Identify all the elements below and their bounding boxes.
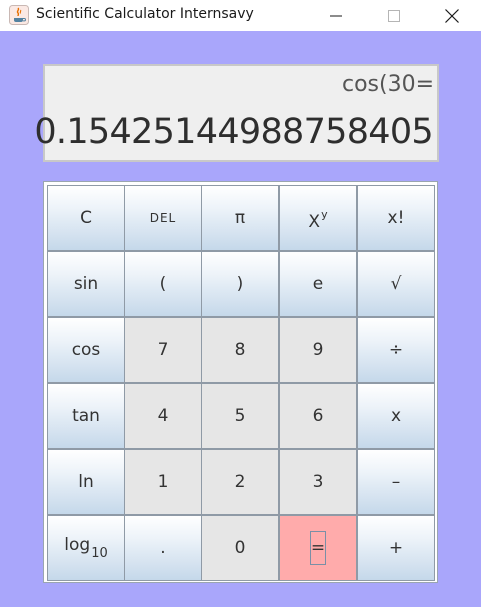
digit-0-label: 0 — [234, 538, 246, 558]
close-paren-label: ) — [236, 274, 244, 294]
digit-6-label: 6 — [312, 406, 324, 426]
log-label: log — [64, 535, 91, 555]
ln-button[interactable] — [47, 449, 125, 515]
delete-label: DEL — [149, 211, 177, 225]
keypad — [43, 181, 438, 583]
digit-9-label: 9 — [312, 340, 324, 360]
digit-2-button[interactable] — [201, 449, 279, 515]
factorial-button[interactable] — [357, 185, 435, 251]
digit-4-button[interactable] — [124, 383, 202, 449]
equals-button[interactable] — [279, 515, 357, 581]
factorial-label: x! — [387, 208, 405, 228]
clear-label: C — [80, 208, 92, 228]
pi-label: π — [234, 208, 246, 228]
clear-button[interactable] — [47, 185, 125, 251]
e-button[interactable] — [279, 251, 357, 317]
decimal-button[interactable] — [124, 515, 202, 581]
digit-0-button[interactable] — [201, 515, 279, 581]
cos-label: cos — [71, 340, 101, 360]
subtract-button[interactable] — [357, 449, 435, 515]
digit-5-button[interactable] — [201, 383, 279, 449]
log-base-label: 10 — [91, 546, 108, 561]
cos-button[interactable] — [47, 317, 125, 383]
open-paren-label: ( — [159, 274, 167, 294]
log10-button[interactable] — [47, 515, 125, 581]
multiply-button[interactable] — [357, 383, 435, 449]
sin-label: sin — [73, 274, 99, 294]
digit-8-button[interactable] — [201, 317, 279, 383]
e-label: e — [312, 274, 324, 294]
multiply-label: x — [390, 406, 402, 426]
window-title: Scientific Calculator Internsavy — [36, 6, 254, 22]
power-exponent-label: y — [321, 208, 328, 221]
digit-1-button[interactable] — [124, 449, 202, 515]
equals-label: = — [310, 538, 326, 558]
sin-button[interactable] — [47, 251, 125, 317]
digit-6-button[interactable] — [279, 383, 357, 449]
decimal-label: . — [160, 538, 166, 558]
ln-label: ln — [78, 472, 94, 492]
calculator-display — [34, 64, 439, 162]
add-button[interactable] — [357, 515, 435, 581]
digit-7-label: 7 — [157, 340, 169, 360]
title-bar[interactable] — [0, 0, 481, 31]
add-label: + — [388, 538, 404, 558]
maximize-button[interactable] — [371, 0, 417, 31]
digit-9-button[interactable] — [279, 317, 357, 383]
maximize-icon — [388, 10, 400, 22]
minimize-button[interactable] — [313, 0, 359, 31]
power-button[interactable] — [279, 185, 357, 251]
digit-7-button[interactable] — [124, 317, 202, 383]
equals-focus-ring — [310, 531, 326, 565]
minimize-icon — [330, 10, 342, 22]
expression-text: cos(30= — [341, 72, 434, 97]
digit-1-label: 1 — [157, 472, 169, 492]
sqrt-label: √ — [390, 274, 402, 294]
tan-label: tan — [72, 406, 100, 426]
close-button[interactable] — [429, 0, 475, 31]
digit-8-label: 8 — [234, 340, 246, 360]
digit-5-label: 5 — [234, 406, 246, 426]
close-icon — [445, 9, 459, 23]
sqrt-button[interactable] — [357, 251, 435, 317]
close-paren-button[interactable] — [201, 251, 279, 317]
divide-button[interactable] — [357, 317, 435, 383]
java-app-icon — [9, 5, 29, 25]
digit-3-button[interactable] — [279, 449, 357, 515]
tan-button[interactable] — [47, 383, 125, 449]
digit-3-label: 3 — [312, 472, 324, 492]
subtract-label: – — [391, 472, 401, 492]
open-paren-button[interactable] — [124, 251, 202, 317]
power-base-label: X — [308, 212, 321, 232]
digit-4-label: 4 — [157, 406, 169, 426]
result-text: 0.15425144988758405 — [34, 112, 433, 152]
delete-button[interactable] — [124, 185, 202, 251]
divide-label: ÷ — [388, 340, 404, 360]
pi-button[interactable] — [201, 185, 279, 251]
digit-2-label: 2 — [234, 472, 246, 492]
